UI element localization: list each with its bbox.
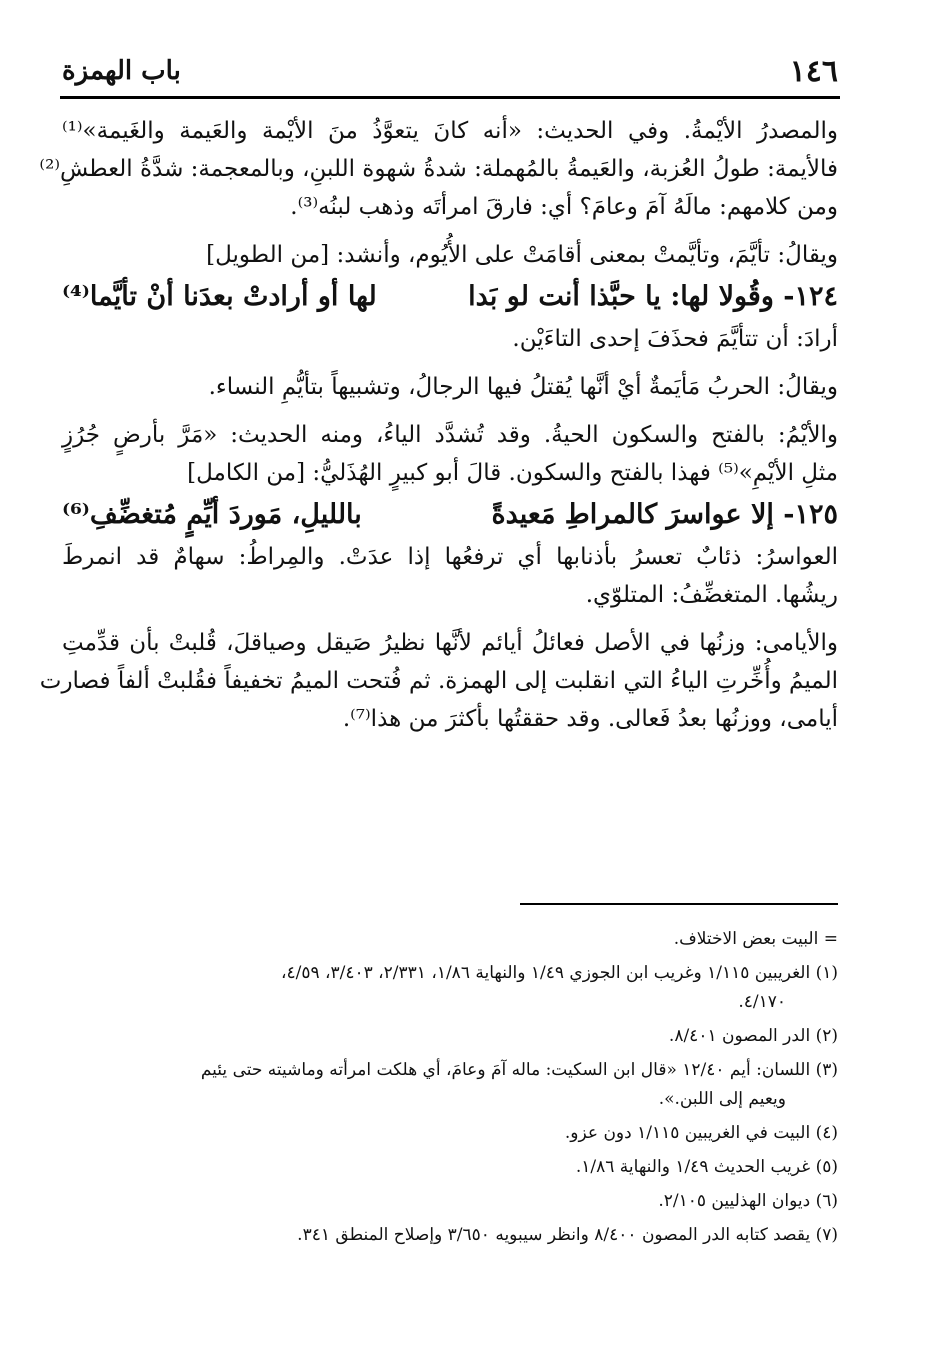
verse-first-hemistich: ١٢٤- وقُولا لها: يا حبَّذا أنت لو بَدا bbox=[468, 281, 838, 312]
page-number: ١٤٦ bbox=[789, 54, 838, 89]
footnotes bbox=[62, 925, 838, 1250]
text-line: ومن كلامهم: مالَهُ آمَ وعامَ؟ أي: فارقَ امرأتَه وذهب لبنُه⁽³⁾. bbox=[290, 194, 838, 220]
footnote-1: (١) الغريبين ١/١١٥ وغريب ابن الجوزي ١/٤٩ والنهاية ١/٨٦، ٢/٣٣١، ٣/٤٠٣، ٤/٥٩، bbox=[281, 963, 838, 983]
chapter-title: باب الهمزة bbox=[62, 56, 181, 86]
footnote-rule bbox=[520, 903, 838, 905]
footnote-1-continued: ٤/١٧٠. bbox=[738, 992, 786, 1012]
text-line: الميمُ وأُخِّرتِ الياءُ التي انقلبت إلى الهمزة. ثم فُتحت الميمُ تخفيفاً فقُلبتْ ألفاً فصارت bbox=[39, 668, 838, 694]
footnote-5: (٥) غريب الحديث ١/٤٩ والنهاية ١/٨٦. bbox=[575, 1157, 838, 1177]
verse-125 bbox=[62, 492, 838, 538]
text-line: ويقالُ: الحربُ مَأيَمةٌ أيْ أنَّها يُقتلُ فيها الرجالُ، وتشبيهاً بتأيُّمِ النساء. bbox=[208, 374, 838, 400]
footnote-7: (٧) يقصد كتابه الدر المصون ٨/٤٠٠ وانظر سيبويه ٣/٦٥٠ وإصلاح المنطق ٣٤١. bbox=[297, 1225, 838, 1245]
text-line: العواسرُ: ذئابٌ تعسرُ بأذنابها أي ترفعُها إذا عدَتْ. والمِراطُ: سهامٌ قد انمرطَ bbox=[62, 544, 838, 570]
footnote-6: (٦) ديوان الهذليين ٢/١٠٥. bbox=[658, 1191, 838, 1211]
header-rule bbox=[60, 96, 840, 99]
text-line: والأيامى: وزنُها في الأصل فعائلُ أيائم لأنَّها نظيرُ صَيقل وصياقلَ، قُلبتْ بأن قدِّمتِ bbox=[62, 630, 838, 656]
text-line: والأيْمُ: بالفتح والسكون الحيةُ. وقد تُشدَّد الياءُ، ومنه الحديث: «مَرَّ بأرضٍ جُرُزٍ bbox=[62, 422, 838, 448]
footnote-4: (٤) البيت في الغريبين ١/١١٥ دون عزو. bbox=[564, 1123, 838, 1143]
text-line: فالأيمة: طولُ العُزبة، والعَيمةُ بالمُهملة: شدةُ شهوة اللبنِ، وبالمعجمة: شدَّةُ العطشِ⁽²⁾ bbox=[39, 156, 838, 182]
footnote-3-continued: ويعيم إلى اللبن.». bbox=[658, 1089, 786, 1109]
text-line: ويقالُ: تأيَّمَ، وتأيَّمتْ بمعنى أقامَتْ على الأُيُوم، وأنشد: [من الطويل] bbox=[206, 242, 838, 268]
text-line: ريشُها. المتغضِّفُ: المتلوّي. bbox=[585, 582, 838, 608]
verse-second-hemistich: بالليلِ، مَوردَ أيِّمٍ مُتغضِّفِ⁽⁶⁾ bbox=[62, 499, 362, 530]
footnote-2: (٢) الدر المصون ٨/٤٠١. bbox=[668, 1026, 838, 1046]
text-line: أرادَ: أن تتأيَّمَ فحذَفَ إحدى التاءَيْن. bbox=[512, 326, 838, 352]
text-line: والمصدرُ الأيْمةُ. وفي الحديث: «أنه كانَ يتعوَّذُ منَ الأيْمة والعَيمة والغَيمة»⁽¹⁾ bbox=[62, 118, 838, 144]
main-text bbox=[39, 112, 838, 738]
footnote-3: (٣) اللسان: أيم ١٢/٤٠ «قال ابن السكيت: ماله آمَ وعامَ، أي هلكت امرأته وماشيته حتى يئيم bbox=[200, 1060, 838, 1080]
text-line: أيامى، ووزنُها بعدُ فَعالى. وقد حققتُها بأكثرَ من هذا⁽⁷⁾. bbox=[342, 706, 838, 732]
text-line: مثلِ الأيْمِ»⁽⁵⁾ فهذا بالفتح والسكون. قالَ أبو كبيرٍ الهُذَليُّ: [من الكامل] bbox=[187, 460, 838, 486]
verse-second-hemistich: لها أو أرادتْ بعدَنا أنْ تأيَّما⁽⁴⁾ bbox=[62, 281, 377, 312]
verse-124 bbox=[62, 274, 838, 320]
footnote-continuation: = البيت بعض الاختلاف. bbox=[673, 929, 838, 949]
page-header bbox=[62, 50, 838, 94]
verse-first-hemistich: ١٢٥- إلا عواسرَ كالمراطِ مَعيدةً bbox=[491, 499, 838, 530]
